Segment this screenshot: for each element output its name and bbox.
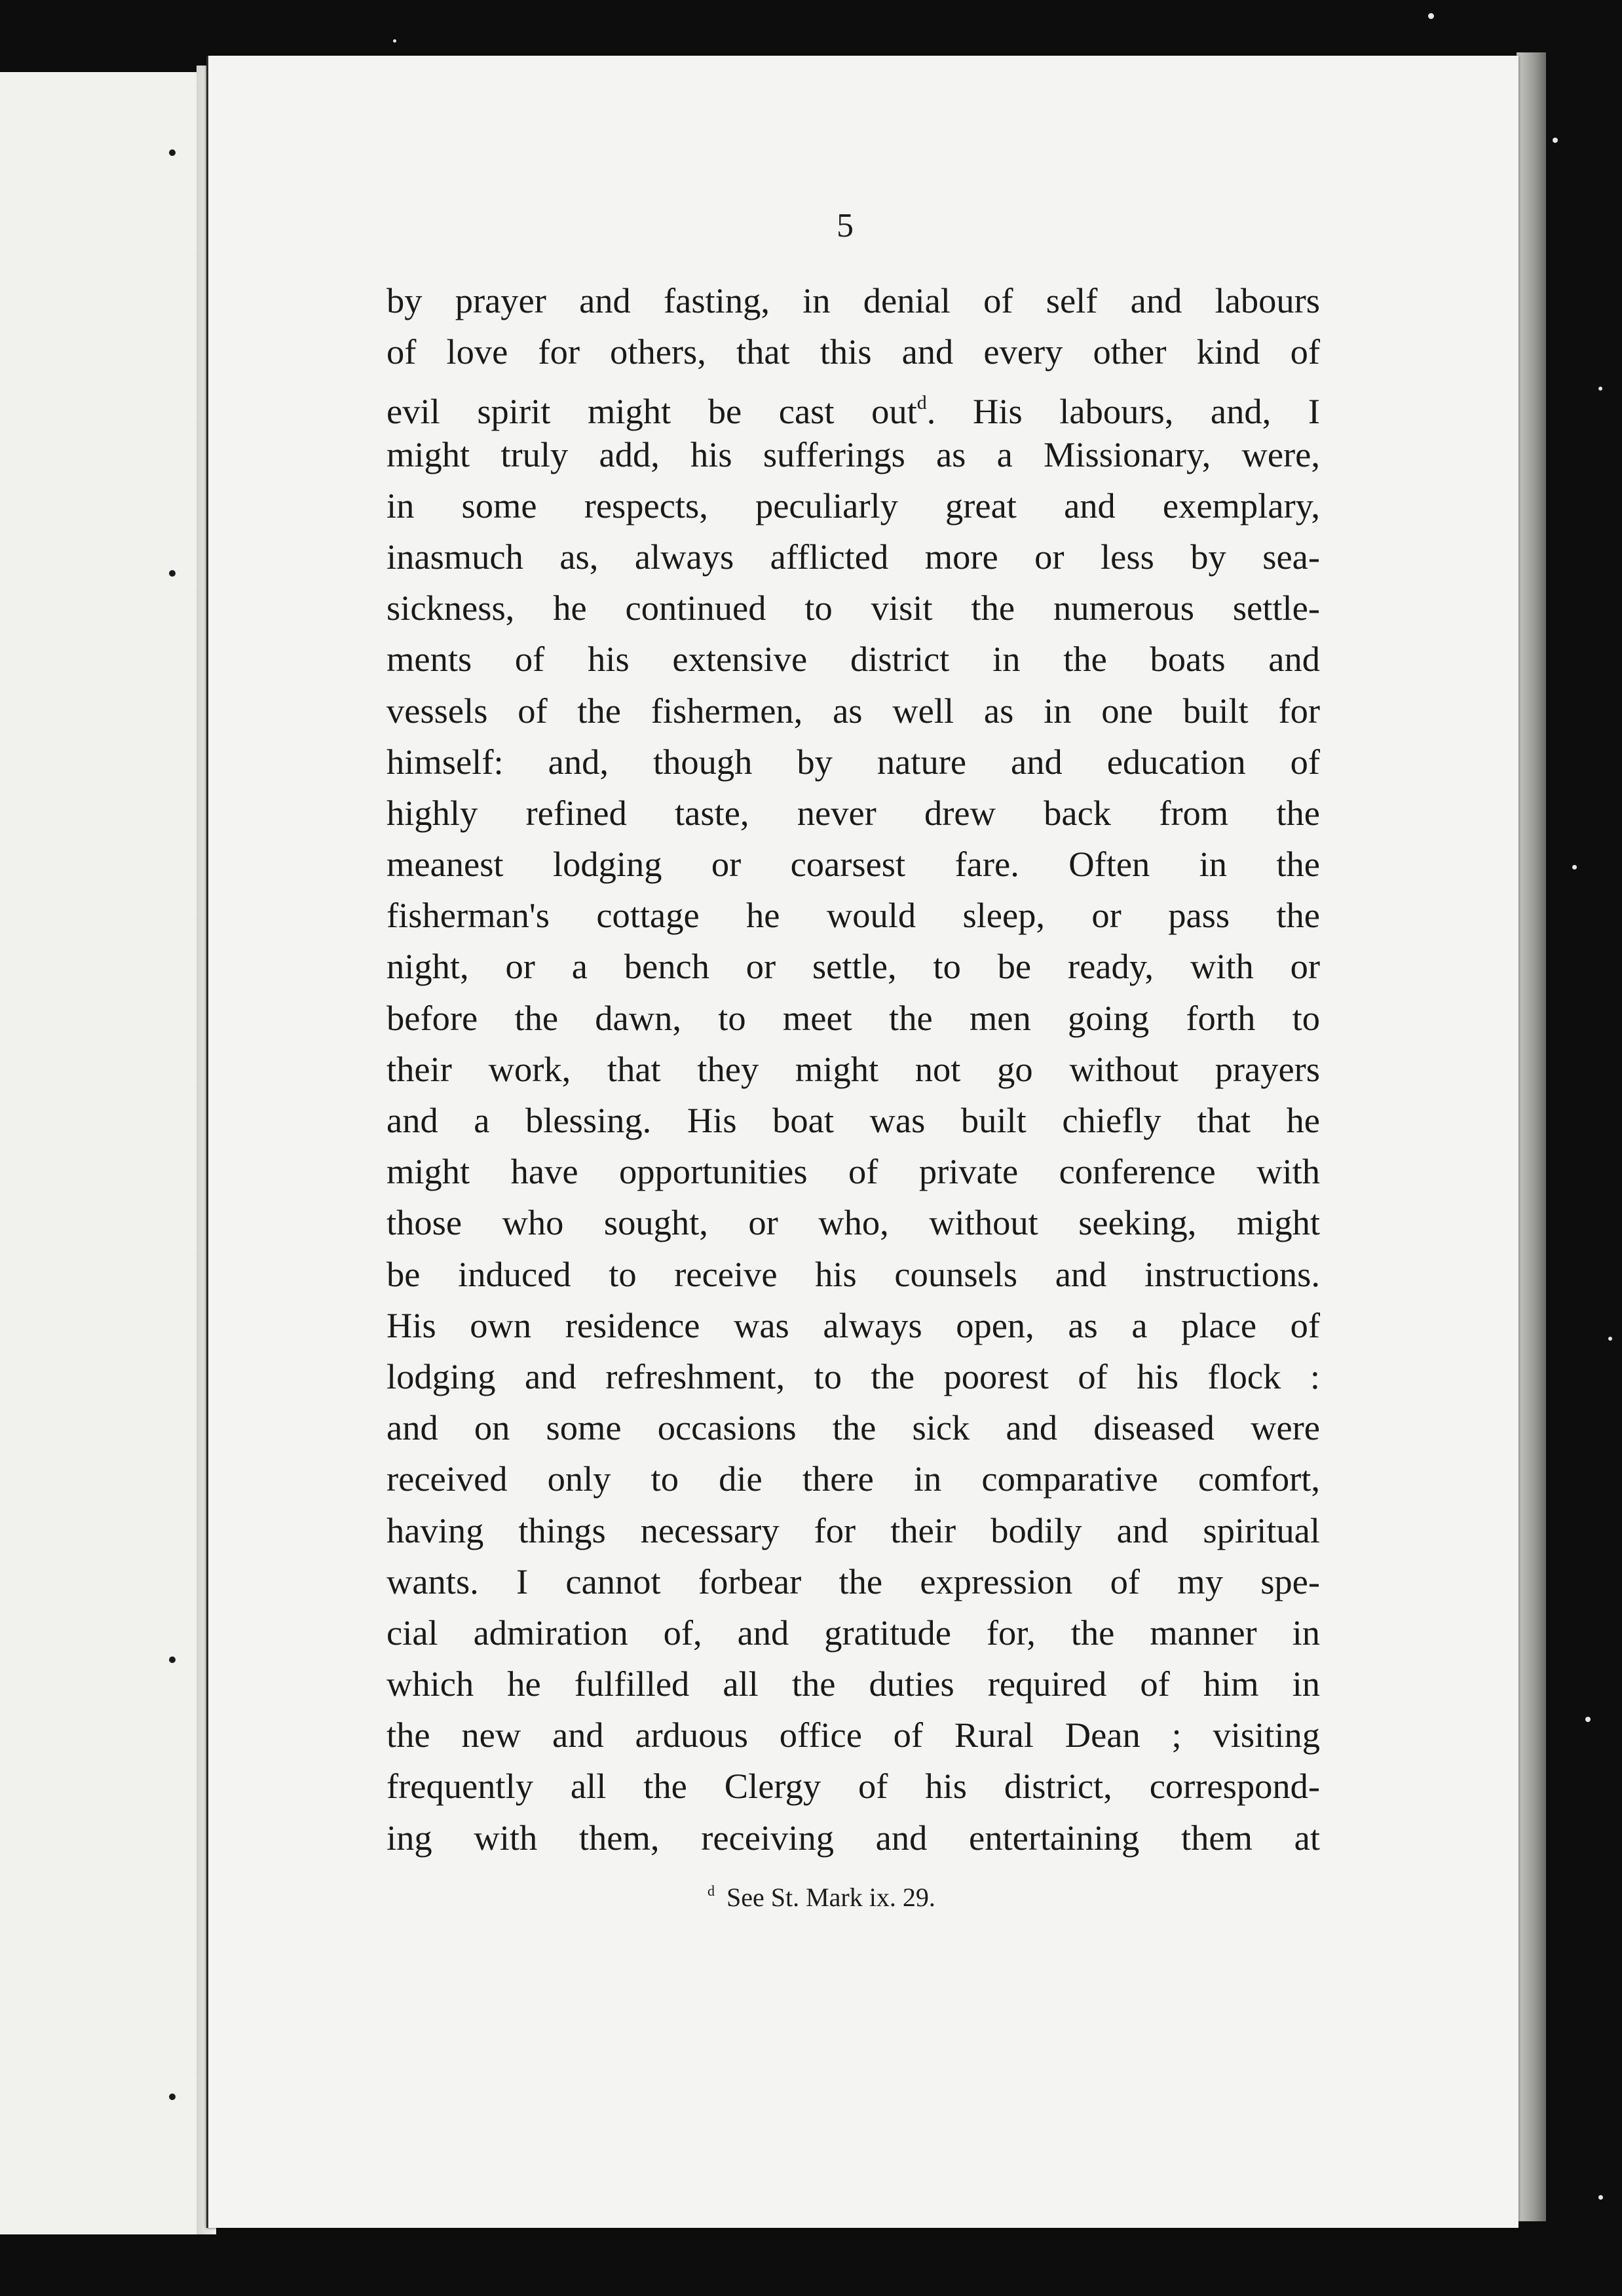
text-line: before the dawn, to meet the men going forth to bbox=[387, 997, 1320, 1038]
text-line: night, or a bench or settle, to be ready, with or bbox=[387, 946, 1320, 987]
text-line: their work, that they might not go without prayers bbox=[387, 1048, 1320, 1089]
text-line: meanest lodging or coarsest fare. Often in the bbox=[387, 844, 1320, 885]
text-line: and on some occasions the sick and diseased were bbox=[387, 1407, 1320, 1448]
footnote bbox=[707, 1882, 1074, 1913]
text-line: wants. I cannot forbear the expression of my spe- bbox=[387, 1561, 1320, 1601]
binding-stitch bbox=[169, 2094, 176, 2100]
text-line: vessels of the fishermen, as well as in one built for bbox=[387, 690, 1320, 731]
page-fore-edge bbox=[1517, 52, 1546, 2221]
text-line: highly refined taste, never drew back from the bbox=[387, 792, 1320, 833]
scan-speck bbox=[393, 39, 396, 43]
page-number: 5 bbox=[837, 207, 854, 244]
binding-stitch bbox=[169, 570, 176, 577]
scan-speck bbox=[1598, 2195, 1603, 2200]
footnote-text: See St. Mark ix. 29. bbox=[726, 1883, 935, 1912]
binding-stitch bbox=[169, 149, 176, 156]
text-line: sickness, he continued to visit the numerous settle- bbox=[387, 588, 1320, 628]
text-line bbox=[387, 377, 1320, 432]
text-line-start: evil spirit might be cast out bbox=[387, 391, 917, 432]
text-line-end: . His labours, and, I bbox=[926, 391, 1320, 432]
text-line: His own residence was always open, as a place of bbox=[387, 1305, 1320, 1345]
binding-stitch bbox=[169, 1656, 176, 1663]
text-line: himself: and, though by nature and education of bbox=[387, 741, 1320, 782]
scan-speck bbox=[1428, 13, 1434, 19]
scan-speck bbox=[1553, 138, 1558, 143]
scan-speck bbox=[1585, 1717, 1591, 1722]
text-line: in some respects, peculiarly great and exemplary, bbox=[387, 485, 1320, 526]
text-line: ing with them, receiving and entertaining them at bbox=[387, 1817, 1320, 1858]
text-line: cial admiration of, and gratitude for, the manner in bbox=[387, 1612, 1320, 1653]
text-line: ments of his extensive district in the boats and bbox=[387, 639, 1320, 679]
text-line: inasmuch as, always afflicted more or less by sea- bbox=[387, 536, 1320, 577]
text-line: be induced to receive his counsels and instructions. bbox=[387, 1253, 1320, 1294]
facing-page-edge bbox=[0, 72, 197, 2234]
text-line: fisherman's cottage he would sleep, or pass the bbox=[387, 895, 1320, 936]
text-line: lodging and refreshment, to the poorest of his flock : bbox=[387, 1356, 1320, 1396]
body-text bbox=[387, 275, 1320, 1864]
text-line: might truly add, his sufferings as a Missionary, were, bbox=[387, 434, 1320, 474]
footnote-reference: d bbox=[916, 392, 927, 414]
scan-speck bbox=[1572, 865, 1577, 870]
text-line: might have opportunities of private conference with bbox=[387, 1151, 1320, 1192]
text-line: by prayer and fasting, in denial of self and labours bbox=[387, 280, 1320, 320]
text-line: and a blessing. His boat was built chiefly that he bbox=[387, 1100, 1320, 1140]
scan-speck bbox=[1598, 387, 1602, 391]
text-line: frequently all the Clergy of his district, correspond- bbox=[387, 1766, 1320, 1807]
text-line: having things necessary for their bodily and spiritual bbox=[387, 1510, 1320, 1550]
scan-speck bbox=[1608, 1337, 1612, 1341]
text-line: the new and arduous office of Rural Dean ; visiting bbox=[387, 1715, 1320, 1755]
footnote-mark: d bbox=[707, 1883, 715, 1899]
text-line: those who sought, or who, without seeking, might bbox=[387, 1202, 1320, 1243]
text-line: which he fulfilled all the duties required of him in bbox=[387, 1664, 1320, 1704]
text-line: of love for others, that this and every other kind of bbox=[387, 332, 1320, 372]
text-line: received only to die there in comparative comfort, bbox=[387, 1459, 1320, 1499]
